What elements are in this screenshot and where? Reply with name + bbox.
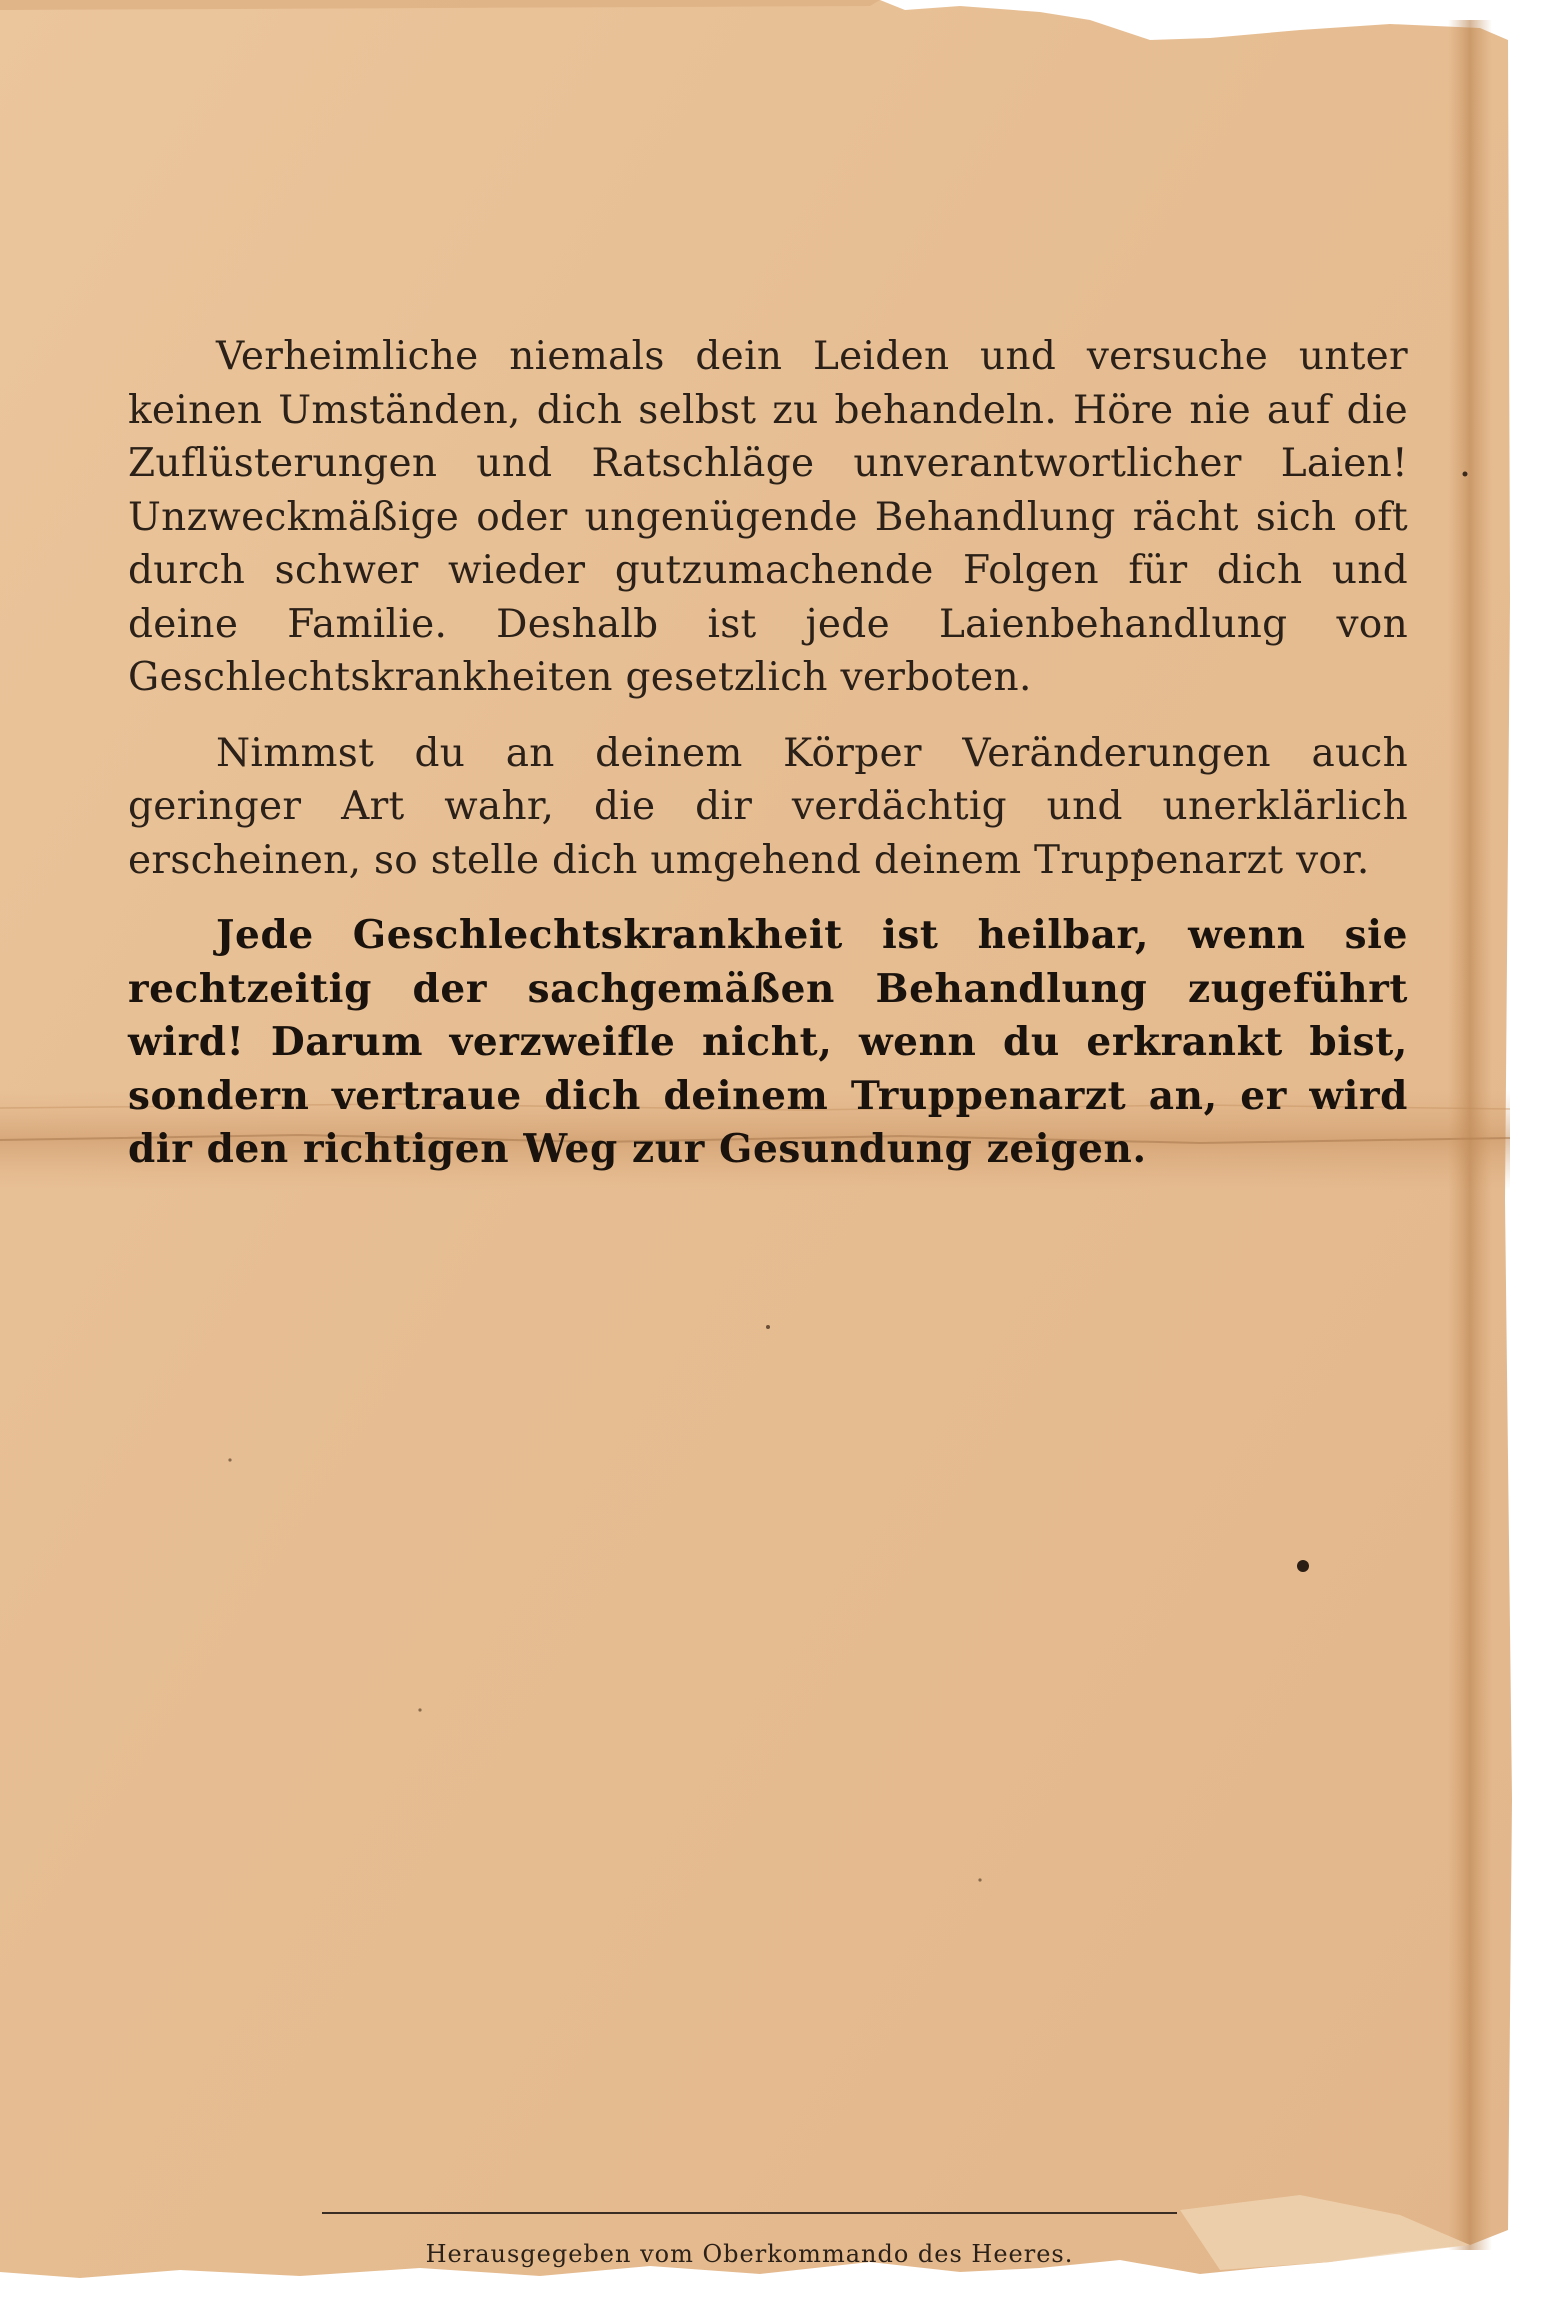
leaflet-body bbox=[128, 330, 1408, 1177]
paragraph-curable: Jede Geschlechtskrankheit ist heilbar, wenn sie rechtzeitig der sachgemäßen Behandlung zugeführt wird! Darum verzweifle nicht, wenn du erkrankt bist, sondern vertraue dich deinem Truppenarzt an, er wird dir den richtigen Weg zur Gesundung zeigen. bbox=[128, 912, 1408, 1172]
paragraph-warning: Verheimliche niemals dein Leiden und versuche unter keinen Umständen, dich selbst zu behandeln. Höre nie auf die Zuflüsterungen und Ratschläge unverantwortlicher Laien! Unzweckmäßige oder ungenügende Behandlung rächt sich oft durch schwer wieder gutzumachende Folgen für dich und deine Familie. Deshalb ist jede Laienbehandlung von Geschlechtskrankheiten gesetzlich verboten. bbox=[128, 334, 1408, 700]
publisher-line: Herausgegeben vom Oberkommando des Heeres. bbox=[425, 2240, 1074, 2268]
footer-divider bbox=[322, 2212, 1177, 2214]
ink-speck bbox=[1297, 1560, 1309, 1572]
paragraph-symptoms: Nimmst du an deinem Körper Veränderungen auch geringer Art wahr, die dir verdächtig und unerklärlich erscheinen, so stelle dich umgehend deinem Truppenarzt vor. bbox=[128, 730, 1408, 883]
vertical-crease bbox=[1448, 20, 1492, 2250]
